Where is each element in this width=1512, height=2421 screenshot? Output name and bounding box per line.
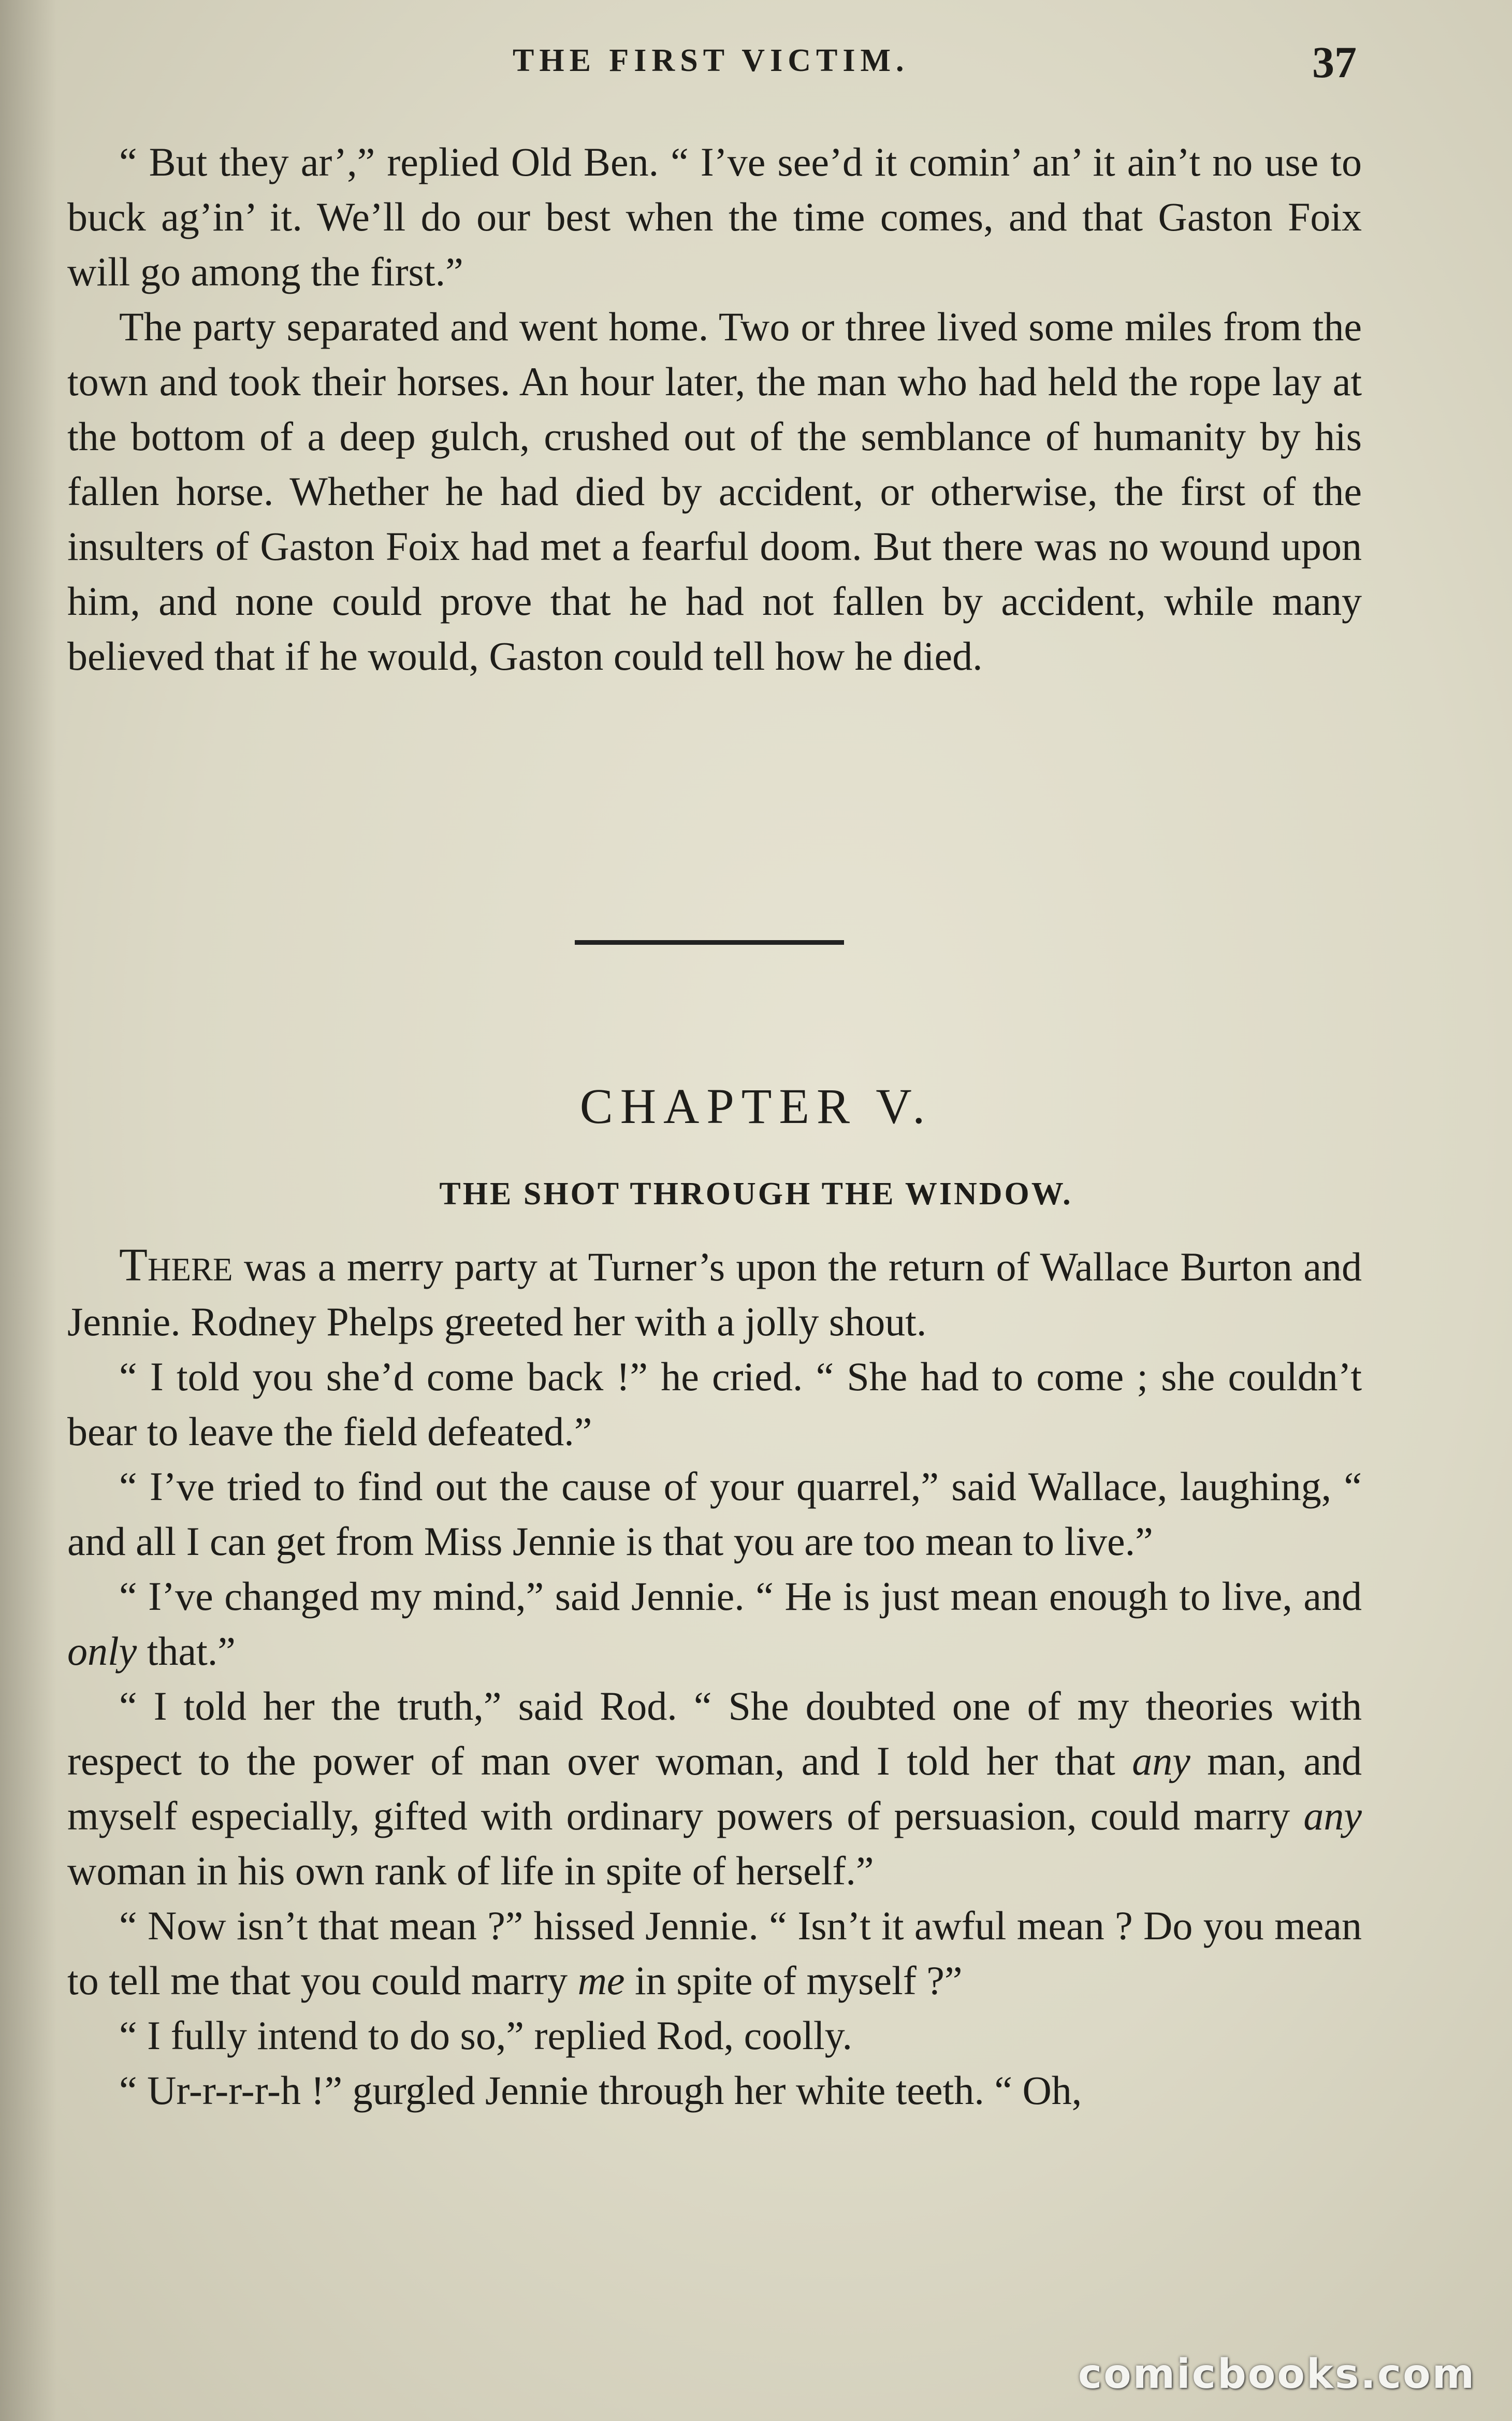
paragraph: “ I fully intend to do so,” replied Rod, coolly. [119, 2013, 852, 2058]
paragraph: The party separated and went home. Two or three lived some miles from the town and took their horses. An hour later, the man who had held the rope lay at the bottom of a deep gulch, crushed out of the semblance of humanity by his fallen horse. Whether he had died by accident, or otherwise, the first of the insulters of Gaston Foix had met a fearful doom. But there was no wound upon him, and none could prove that he had not fallen by accident, while many believed that if he would, Gaston could tell how he died. [67, 304, 1362, 679]
emphasis: any [1303, 1793, 1362, 1838]
section-divider [575, 940, 844, 945]
paragraph: “ I told you she’d come back !” he cried. “ She had to come ; she couldn’t bear to leave the field defeated.” [67, 1354, 1362, 1454]
paragraph-text: “ I told her the truth,” said Rod. “ She doubted one of my theories with respect to the power of man over woman, and I told her that [67, 1683, 1362, 1783]
text-block-bottom [67, 1238, 1362, 2118]
paragraph-text: man, and myself especially, gifted with ordinary powers of persuasion, could marry [67, 1738, 1362, 1838]
paragraph [67, 1898, 1362, 2008]
paragraph-text: “ Now isn’t that mean ?” hissed Jennie. “ Isn’t it awful mean ? Do you mean to tell me that you could marry [67, 1903, 1362, 2003]
emphasis: any [1132, 1738, 1190, 1783]
chapter-subtitle: THE SHOT THROUGH THE WINDOW. [439, 1176, 1073, 1212]
text-block-top [67, 135, 1362, 684]
watermark: comicbooks.com [1078, 2351, 1476, 2398]
paragraph-text: in spite of myself ?” [624, 1958, 963, 2003]
paragraph [67, 1569, 1362, 1679]
paragraph-text: that.” [137, 1629, 236, 1674]
emphasis: only [67, 1629, 137, 1674]
paragraph [67, 1679, 1362, 1898]
page-header [0, 36, 1512, 93]
page-number: 37 [1312, 37, 1357, 87]
paragraph: “ I’ve tried to find out the cause of your quarrel,” said Wallace, laughing, “ and all I can get from Miss Jennie is that you are too mean to live.” [67, 1464, 1362, 1564]
chapter-title: CHAPTER V. [579, 1078, 933, 1134]
emphasis: me [577, 1958, 625, 2003]
paragraph-text: “ I’ve changed my mind,” said Jennie. “ He is just mean enough to live, and [119, 1574, 1362, 1619]
paragraph-text: was a merry party at Turner’s upon the return of Wallace Burton and Jennie. Rodney Phelps greeted her with a jolly shout. [67, 1244, 1362, 1344]
paragraph: “ But they ar’,” replied Old Ben. “ I’ve see’d it comin’ an’ it ain’t no use to buck ag’in’ it. We’ll do our best when the time comes, and that Gaston Foix will go among the first.” [67, 139, 1362, 294]
chapter-opening-word: There [119, 1240, 233, 1291]
running-head: THE FIRST VICTIM. [513, 43, 909, 78]
paragraph: “ Ur-r-r-r-h !” gurgled Jennie through her white teeth. “ Oh, [119, 2068, 1082, 2113]
paragraph [67, 1238, 1362, 1349]
paragraph-text: woman in his own rank of life in spite of herself.” [67, 1848, 874, 1893]
